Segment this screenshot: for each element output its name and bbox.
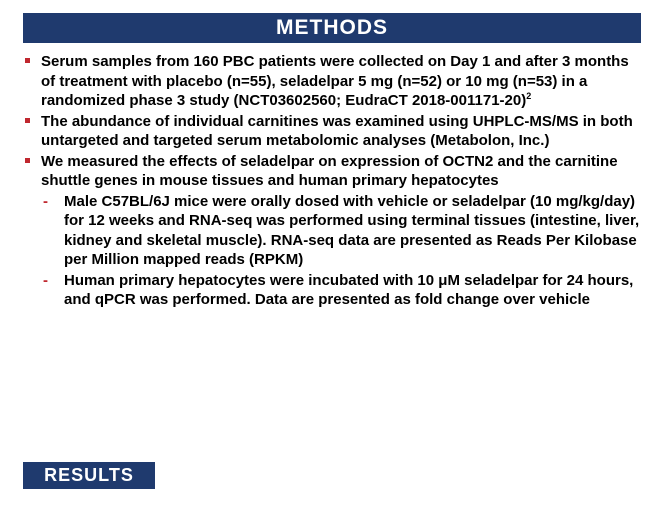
square-bullet-icon: [25, 118, 30, 123]
bullet-item: [23, 112, 643, 151]
sub-bullet-item: [23, 271, 643, 310]
reference-superscript: 2: [526, 91, 532, 101]
sub-bullet-text: Male C57BL/6J mice were orally dosed with vehicle or seladelpar (10 mg/kg/day) for 12 weeks and RNA-seq was performed using terminal tissues (intestine, liver, kidney and skeletal muscle). RNA-seq data are presented as Reads Per Kilobase per Million mapped reads (RPKM): [64, 192, 640, 268]
bullet-text: The abundance of individual carnitines was examined using UHPLC-MS/MS in both untargeted and targeted serum metabolomic analyses (Metabolon, Inc.): [41, 112, 633, 149]
results-heading: RESULTS: [23, 462, 155, 489]
bullet-text: We measured the effects of seladelpar on expression of OCTN2 and the carnitine shuttle genes in mouse tissues and human primary hepatocytes: [41, 152, 618, 189]
sub-bullet-text: Human primary hepatocytes were incubated with 10 μM seladelpar for 24 hours, and qPCR was performed. Data are presented as fold change over vehicle: [64, 271, 634, 308]
bullet-item: [23, 152, 643, 191]
sub-bullet-item: [23, 192, 643, 270]
dash-bullet-icon: -: [43, 271, 48, 289]
square-bullet-icon: [25, 58, 30, 63]
bullet-text: Serum samples from 160 PBC patients were collected on Day 1 and after 3 months of treatment with placebo (n=55), seladelpar 5 mg (n=52) or 10 mg (n=53) in a randomized phase 3 study (NCT03602560; EudraCT 2018-001171-20): [41, 53, 629, 109]
methods-content: [23, 52, 643, 311]
dash-bullet-icon: -: [43, 192, 48, 210]
methods-heading: METHODS: [23, 13, 641, 43]
square-bullet-icon: [25, 158, 30, 163]
bullet-item: [23, 52, 643, 111]
